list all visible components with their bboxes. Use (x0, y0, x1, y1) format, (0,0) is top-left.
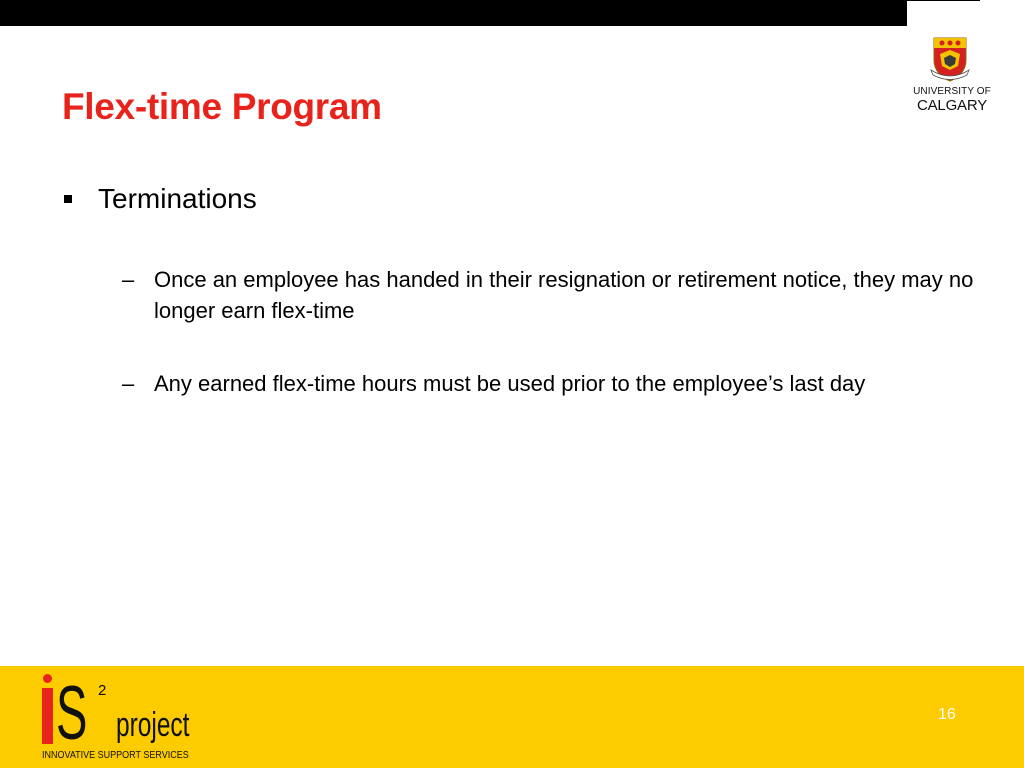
is2-project-logo (40, 670, 220, 764)
logo-text-calgary: CALGARY (916, 97, 988, 114)
bullet-text: Terminations (98, 183, 257, 214)
university-of-calgary-logo (906, 34, 996, 118)
logo-letter-s: S (56, 671, 88, 756)
sub-bullet-item (122, 368, 982, 399)
page-number: 16 (938, 706, 956, 723)
bullet-item (64, 183, 257, 215)
logo-word-project: project (116, 706, 190, 744)
dash-bullet-icon: – (122, 371, 135, 396)
logo-superscript: 2 (98, 682, 107, 699)
dash-bullet-icon: – (122, 267, 135, 292)
sub-bullet-text: Once an employee has handed in their resignation or retirement notice, they may no longer earn flex-time (154, 267, 974, 323)
logo-tagline: INNOVATIVE SUPPORT SERVICES (42, 750, 189, 761)
logo-i-dot (43, 674, 52, 683)
sub-bullet-text: Any earned flex-time hours must be used prior to the employee’s last day (154, 371, 866, 396)
sub-bullet-item (122, 264, 982, 326)
footer-bar (0, 666, 1024, 768)
logo-text-university-of: UNIVERSITY OF (913, 86, 991, 97)
logo-i-stem (42, 688, 53, 744)
slide-title: Flex-time Program (62, 86, 382, 127)
header-rule (907, 0, 980, 1)
square-bullet-icon (64, 195, 72, 203)
university-crest-icon (930, 36, 970, 82)
header-bar (0, 0, 907, 26)
